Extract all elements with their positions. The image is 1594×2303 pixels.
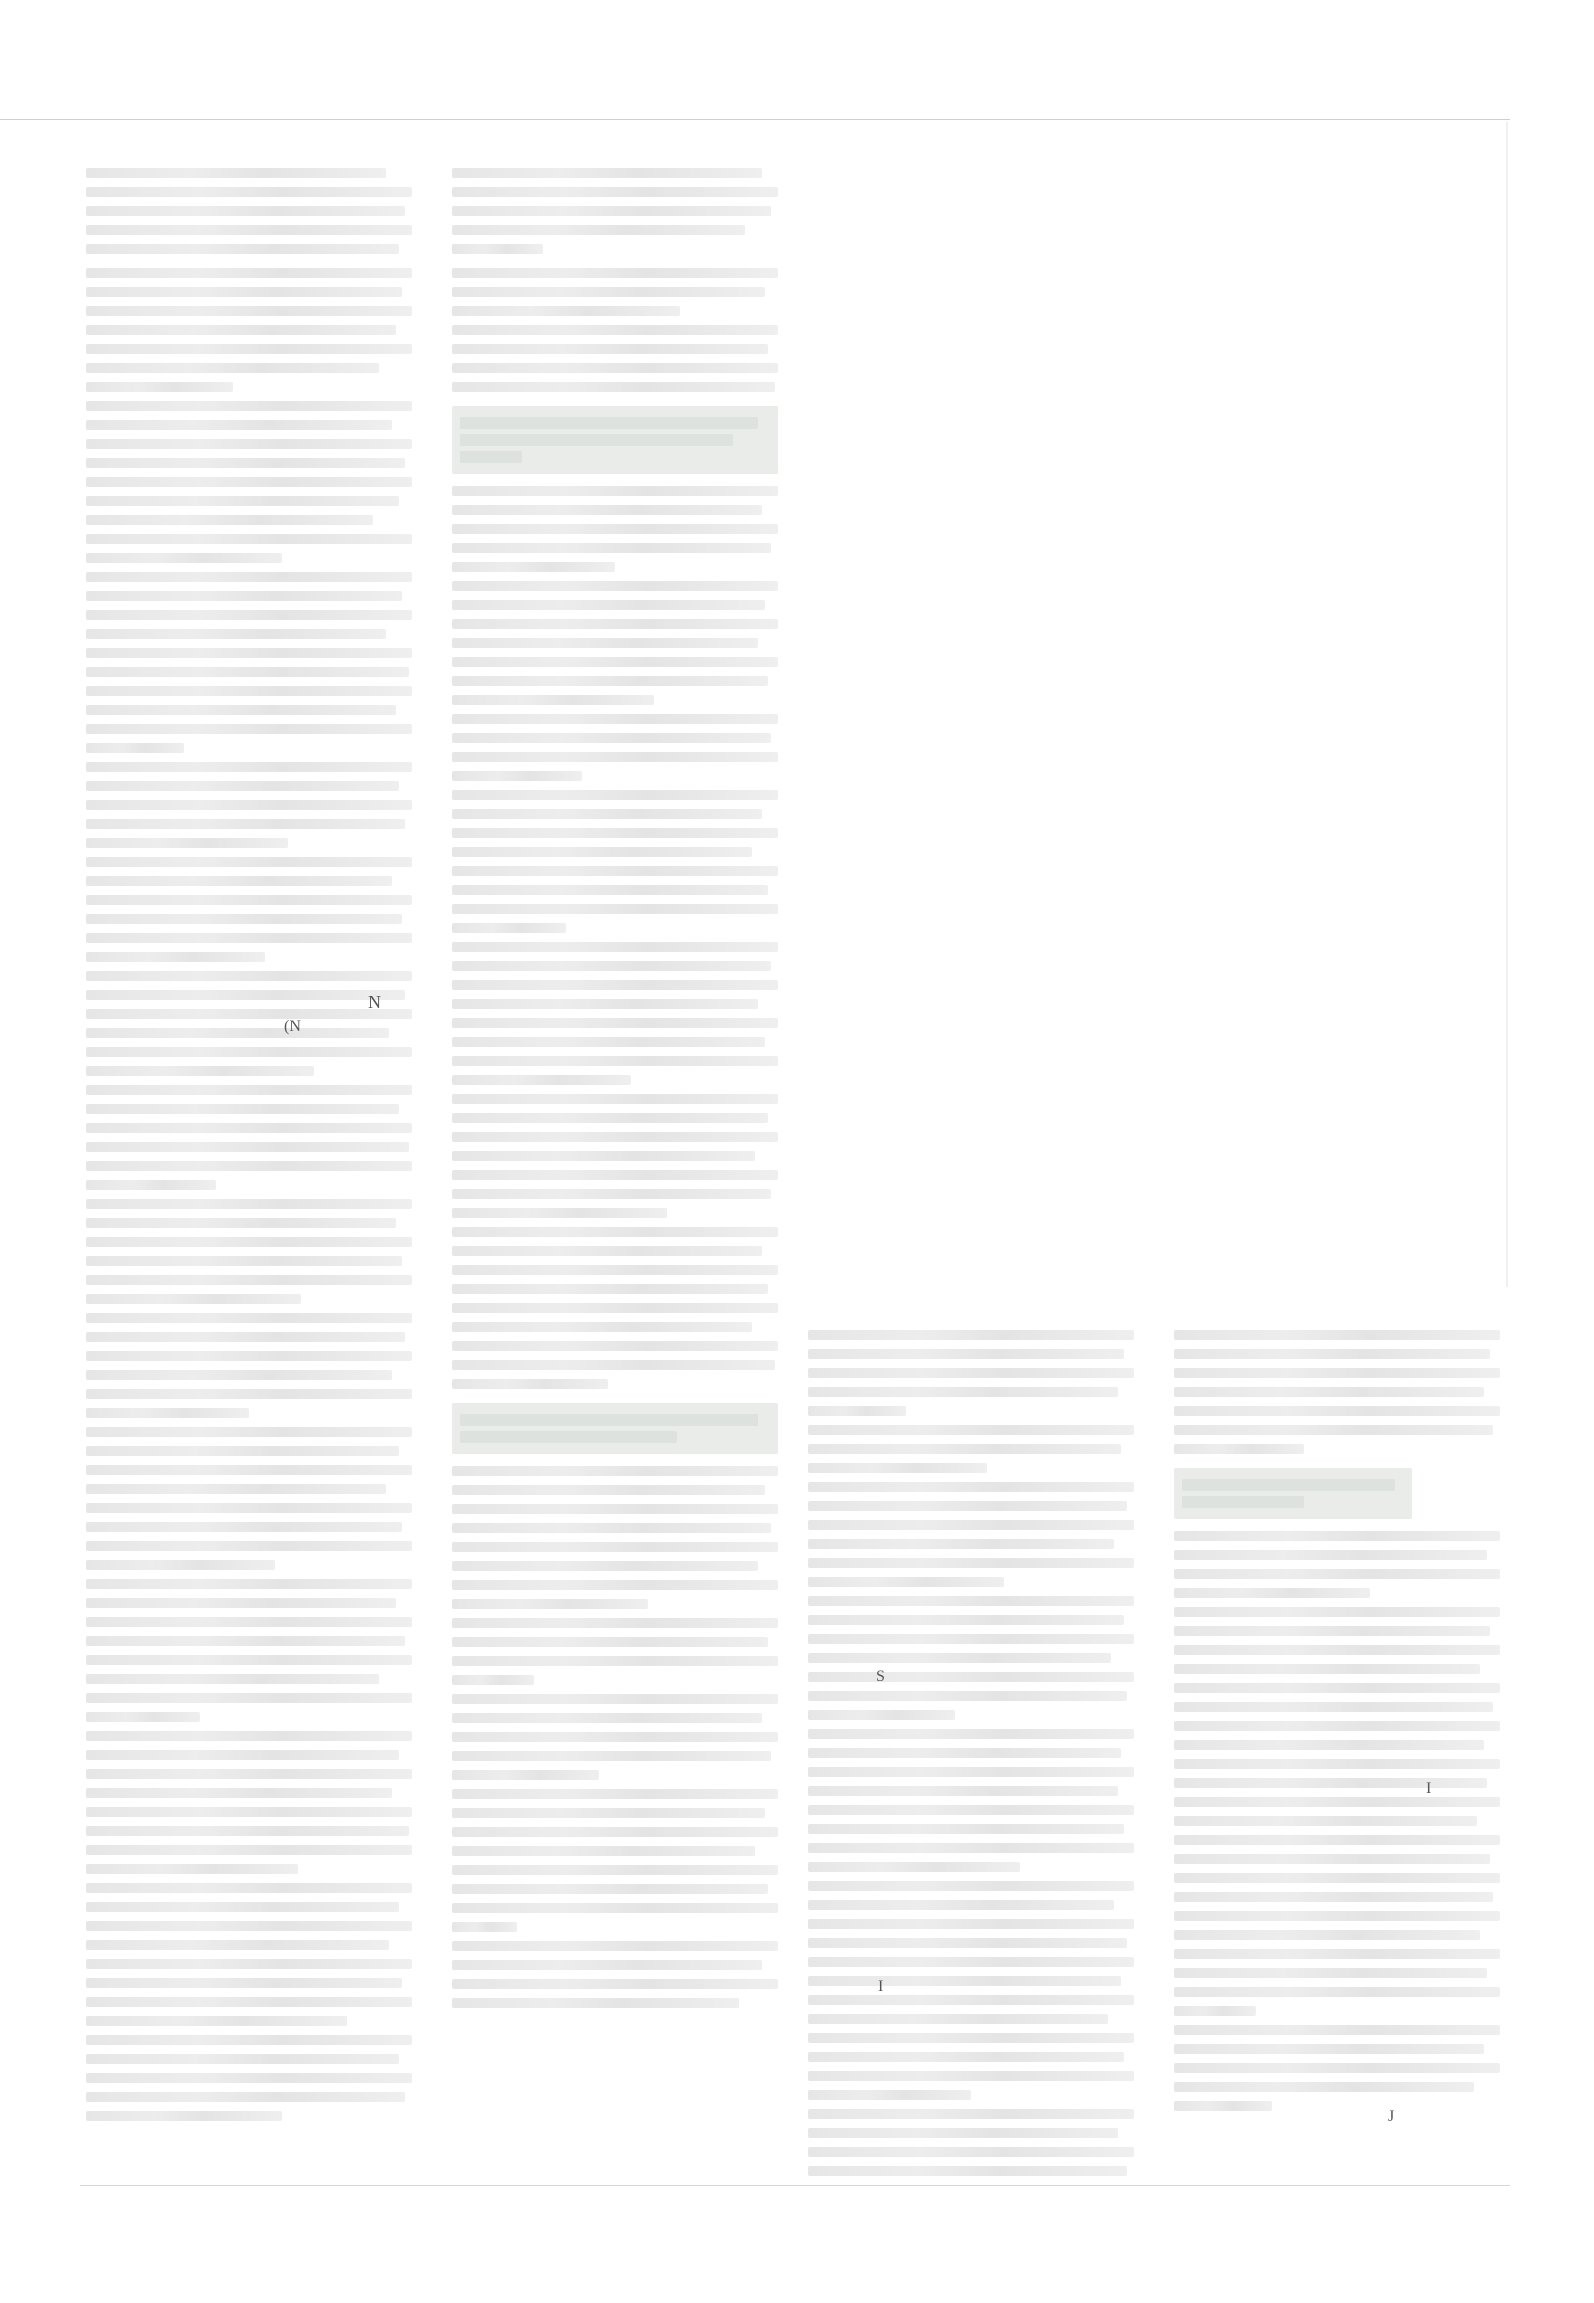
text-line bbox=[86, 2016, 347, 2026]
text-line bbox=[86, 800, 412, 810]
text-line bbox=[808, 2014, 1108, 2024]
text-line bbox=[452, 1132, 778, 1142]
text-line bbox=[808, 1824, 1124, 1834]
stray-mark: S bbox=[876, 1668, 885, 1685]
text-line bbox=[1174, 1550, 1487, 1560]
text-line bbox=[808, 1387, 1118, 1397]
text-line bbox=[86, 705, 396, 715]
text-line bbox=[1174, 2063, 1500, 2073]
text-line bbox=[86, 629, 386, 639]
text-line bbox=[86, 1180, 216, 1190]
text-line bbox=[452, 1341, 778, 1351]
text-line bbox=[1174, 1968, 1487, 1978]
text-line bbox=[452, 1056, 778, 1066]
text-line bbox=[86, 1237, 412, 1247]
text-line bbox=[1174, 1607, 1500, 1617]
text-line bbox=[86, 1332, 405, 1342]
text-line bbox=[86, 244, 399, 254]
text-line bbox=[86, 1636, 405, 1646]
text-line bbox=[86, 1123, 412, 1133]
text-line bbox=[86, 1047, 412, 1057]
text-line bbox=[86, 667, 409, 677]
text-line bbox=[86, 401, 412, 411]
text-line bbox=[86, 914, 402, 924]
text-line bbox=[86, 168, 386, 178]
text-line bbox=[452, 344, 768, 354]
text-line bbox=[452, 1485, 765, 1495]
text-line bbox=[86, 2073, 412, 2083]
text-line bbox=[86, 1161, 412, 1171]
section-heading bbox=[1174, 1468, 1412, 1519]
text-line bbox=[808, 1729, 1134, 1739]
text-line bbox=[452, 1675, 534, 1685]
figure-edge bbox=[1506, 122, 1508, 1287]
text-line bbox=[86, 1275, 412, 1285]
text-line bbox=[452, 847, 752, 857]
text-line bbox=[86, 1598, 396, 1608]
text-line bbox=[808, 1843, 1134, 1853]
text-line bbox=[1174, 2101, 1272, 2111]
text-line bbox=[86, 306, 412, 316]
text-line bbox=[452, 1732, 778, 1742]
text-line bbox=[452, 1379, 608, 1389]
text-line bbox=[1174, 1835, 1500, 1845]
section-heading bbox=[452, 406, 778, 474]
text-line bbox=[452, 1618, 778, 1628]
text-line bbox=[1174, 1368, 1500, 1378]
text-line bbox=[808, 1539, 1114, 1549]
text-line bbox=[86, 1142, 409, 1152]
text-line bbox=[1174, 1930, 1480, 1940]
text-line bbox=[452, 600, 765, 610]
text-line bbox=[452, 790, 778, 800]
text-line bbox=[808, 2071, 1134, 2081]
column-2 bbox=[452, 168, 778, 2017]
text-line bbox=[808, 1672, 1134, 1682]
text-line bbox=[808, 1596, 1134, 1606]
text-line bbox=[808, 1406, 906, 1416]
text-line bbox=[452, 1656, 778, 1666]
text-line bbox=[808, 1862, 1020, 1872]
text-line bbox=[452, 168, 762, 178]
text-line bbox=[452, 923, 566, 933]
text-line bbox=[86, 1921, 412, 1931]
text-line bbox=[808, 1501, 1127, 1511]
text-line bbox=[452, 1694, 778, 1704]
text-line bbox=[452, 657, 778, 667]
text-line bbox=[86, 1522, 402, 1532]
text-line bbox=[1174, 1816, 1477, 1826]
text-line bbox=[452, 524, 778, 534]
text-line bbox=[452, 828, 778, 838]
text-line bbox=[86, 1864, 298, 1874]
text-line bbox=[452, 1903, 778, 1913]
text-line bbox=[86, 1826, 409, 1836]
text-line bbox=[452, 1637, 768, 1647]
text-line bbox=[1174, 1721, 1500, 1731]
text-line bbox=[452, 1808, 765, 1818]
text-line bbox=[86, 363, 379, 373]
text-line bbox=[1174, 2025, 1500, 2035]
text-line bbox=[808, 1881, 1134, 1891]
text-line bbox=[452, 676, 768, 686]
text-line bbox=[86, 1693, 412, 1703]
text-line bbox=[86, 1674, 379, 1684]
text-line bbox=[86, 1769, 412, 1779]
text-line bbox=[86, 2035, 412, 2045]
stray-mark: I bbox=[878, 1978, 884, 1995]
text-line bbox=[86, 762, 412, 772]
text-line bbox=[1174, 1387, 1484, 1397]
text-line bbox=[808, 1653, 1111, 1663]
text-line bbox=[452, 325, 778, 335]
text-line bbox=[86, 1579, 412, 1589]
text-line bbox=[452, 1322, 752, 1332]
section-heading bbox=[452, 1403, 778, 1454]
text-line bbox=[86, 1446, 399, 1456]
text-line bbox=[808, 1577, 1004, 1587]
text-line bbox=[86, 819, 405, 829]
stray-mark: N bbox=[368, 992, 381, 1012]
text-line bbox=[452, 1037, 765, 1047]
text-line bbox=[452, 809, 762, 819]
text-line bbox=[452, 1303, 778, 1313]
text-line bbox=[808, 1691, 1127, 1701]
text-line bbox=[808, 1463, 987, 1473]
text-line bbox=[452, 187, 778, 197]
text-line bbox=[86, 572, 412, 582]
text-line bbox=[452, 714, 778, 724]
text-line bbox=[808, 1349, 1124, 1359]
text-line bbox=[86, 1712, 200, 1722]
text-line bbox=[86, 1465, 412, 1475]
text-line bbox=[86, 1484, 386, 1494]
text-line bbox=[1174, 1664, 1480, 1674]
text-line bbox=[86, 1009, 412, 1019]
text-line bbox=[86, 1902, 399, 1912]
text-line bbox=[86, 1617, 412, 1627]
text-line bbox=[808, 2033, 1134, 2043]
column-3 bbox=[808, 1330, 1134, 2185]
text-line bbox=[808, 1995, 1134, 2005]
text-line bbox=[452, 1189, 771, 1199]
text-line bbox=[808, 2090, 971, 2100]
text-line bbox=[452, 1227, 778, 1237]
text-line bbox=[452, 1770, 599, 1780]
text-line bbox=[1174, 1588, 1370, 1598]
text-line bbox=[86, 610, 412, 620]
text-line bbox=[86, 1978, 402, 1988]
text-line bbox=[452, 638, 758, 648]
text-line bbox=[86, 1541, 412, 1551]
text-line bbox=[808, 1748, 1121, 1758]
text-line bbox=[452, 244, 543, 254]
text-line bbox=[1174, 1425, 1493, 1435]
text-line bbox=[808, 1634, 1134, 1644]
text-line bbox=[452, 961, 771, 971]
text-line bbox=[808, 1976, 1121, 1986]
text-line bbox=[86, 648, 412, 658]
text-line bbox=[86, 1997, 412, 2007]
text-line bbox=[86, 344, 412, 354]
text-line bbox=[86, 382, 233, 392]
text-line bbox=[86, 1389, 412, 1399]
text-line bbox=[808, 1330, 1134, 1340]
text-line bbox=[452, 1523, 771, 1533]
text-line bbox=[808, 1710, 955, 1720]
text-line bbox=[86, 838, 288, 848]
text-line bbox=[86, 268, 412, 278]
text-line bbox=[86, 1655, 412, 1665]
text-line bbox=[452, 1113, 768, 1123]
text-line bbox=[1174, 1626, 1490, 1636]
text-line bbox=[452, 1170, 778, 1180]
text-line bbox=[86, 1408, 249, 1418]
text-line bbox=[1174, 1759, 1500, 1769]
text-line bbox=[452, 1941, 778, 1951]
text-line bbox=[808, 1919, 1134, 1929]
text-line bbox=[86, 187, 412, 197]
text-line bbox=[1174, 1444, 1304, 1454]
text-line bbox=[86, 781, 399, 791]
text-line bbox=[452, 1713, 762, 1723]
text-line bbox=[808, 1786, 1118, 1796]
text-line bbox=[452, 562, 615, 572]
text-line bbox=[452, 1580, 778, 1590]
text-line bbox=[452, 1542, 778, 1552]
text-line bbox=[1174, 2006, 1256, 2016]
text-line bbox=[808, 1520, 1134, 1530]
text-line bbox=[86, 724, 412, 734]
text-line bbox=[452, 1751, 771, 1761]
text-line bbox=[1174, 1892, 1493, 1902]
text-line bbox=[808, 2109, 1134, 2119]
text-line bbox=[86, 2054, 399, 2064]
text-line bbox=[452, 1504, 778, 1514]
text-line bbox=[86, 686, 412, 696]
text-line bbox=[452, 1151, 755, 1161]
text-line bbox=[452, 543, 771, 553]
text-line bbox=[86, 876, 392, 886]
text-line bbox=[86, 1788, 392, 1798]
text-line bbox=[86, 1427, 412, 1437]
text-line bbox=[86, 1503, 412, 1513]
text-line bbox=[86, 933, 412, 943]
text-line bbox=[808, 1900, 1114, 1910]
text-line bbox=[1174, 1531, 1500, 1541]
text-line bbox=[86, 952, 265, 962]
text-line bbox=[86, 1218, 396, 1228]
text-line bbox=[452, 1561, 758, 1571]
text-line bbox=[452, 1075, 631, 1085]
text-line bbox=[452, 1846, 755, 1856]
text-line bbox=[86, 1959, 412, 1969]
text-line bbox=[452, 1998, 739, 2008]
text-line bbox=[808, 1767, 1134, 1777]
text-line bbox=[1174, 1987, 1500, 1997]
text-line bbox=[86, 743, 184, 753]
text-line bbox=[86, 971, 412, 981]
text-line bbox=[86, 990, 405, 1000]
text-line bbox=[808, 1938, 1127, 1948]
text-line bbox=[452, 942, 778, 952]
text-line bbox=[86, 534, 412, 544]
text-line bbox=[452, 1265, 778, 1275]
stray-mark: J bbox=[1388, 2108, 1395, 2125]
text-line bbox=[1174, 1702, 1493, 1712]
text-line bbox=[452, 1094, 778, 1104]
text-line bbox=[86, 857, 412, 867]
text-line bbox=[86, 895, 412, 905]
bottom-rule bbox=[80, 2185, 1510, 2186]
text-line bbox=[452, 1284, 768, 1294]
text-line bbox=[1174, 2044, 1484, 2054]
text-line bbox=[452, 1208, 667, 1218]
text-line bbox=[1174, 1873, 1500, 1883]
text-line bbox=[452, 980, 778, 990]
text-line bbox=[808, 2166, 1127, 2176]
text-line bbox=[86, 1351, 412, 1361]
text-line bbox=[452, 363, 778, 373]
text-line bbox=[452, 1789, 778, 1799]
text-line bbox=[452, 752, 778, 762]
text-line bbox=[452, 1960, 762, 1970]
text-line bbox=[86, 420, 392, 430]
text-line bbox=[808, 1957, 1134, 1967]
text-line bbox=[86, 1294, 301, 1304]
text-line bbox=[452, 206, 771, 216]
text-line bbox=[452, 866, 778, 876]
text-line bbox=[86, 477, 412, 487]
text-line bbox=[86, 1066, 314, 1076]
text-line bbox=[86, 1370, 392, 1380]
text-line bbox=[808, 1615, 1124, 1625]
text-line bbox=[452, 733, 771, 743]
text-line bbox=[452, 904, 778, 914]
text-line bbox=[86, 2111, 282, 2121]
text-line bbox=[452, 885, 768, 895]
text-line bbox=[808, 2147, 1134, 2157]
text-line bbox=[808, 1482, 1134, 1492]
text-line bbox=[1174, 1406, 1500, 1416]
text-line bbox=[452, 1922, 517, 1932]
text-line bbox=[452, 225, 745, 235]
text-line bbox=[86, 1028, 389, 1038]
text-line bbox=[452, 619, 778, 629]
text-line bbox=[86, 515, 373, 525]
text-line bbox=[86, 496, 399, 506]
text-line bbox=[1174, 1854, 1490, 1864]
text-line bbox=[86, 458, 405, 468]
text-line bbox=[86, 225, 412, 235]
text-line bbox=[86, 1750, 399, 1760]
text-line bbox=[452, 999, 758, 1009]
text-line bbox=[452, 486, 778, 496]
text-line bbox=[86, 1883, 412, 1893]
text-line bbox=[1174, 1683, 1500, 1693]
text-line bbox=[452, 1599, 648, 1609]
text-line bbox=[86, 1199, 412, 1209]
text-line bbox=[86, 287, 402, 297]
text-line bbox=[86, 1313, 412, 1323]
text-line bbox=[808, 1425, 1134, 1435]
top-rule bbox=[0, 119, 1510, 120]
text-line bbox=[1174, 1349, 1490, 1359]
text-line bbox=[86, 1845, 412, 1855]
text-line bbox=[86, 1104, 399, 1114]
text-line bbox=[452, 1827, 778, 1837]
text-line bbox=[452, 1466, 778, 1476]
text-line bbox=[1174, 1778, 1487, 1788]
text-line bbox=[808, 2128, 1118, 2138]
stray-mark: (N bbox=[284, 1018, 301, 1035]
text-line bbox=[808, 1444, 1121, 1454]
text-line bbox=[1174, 1949, 1500, 1959]
column-4 bbox=[1174, 1330, 1500, 2120]
text-line bbox=[452, 1865, 778, 1875]
text-line bbox=[86, 1085, 412, 1095]
text-line bbox=[452, 306, 680, 316]
text-line bbox=[1174, 1797, 1500, 1807]
text-line bbox=[808, 2052, 1124, 2062]
text-line bbox=[1174, 2082, 1474, 2092]
text-line bbox=[86, 553, 282, 563]
text-line bbox=[86, 439, 412, 449]
text-line bbox=[808, 1558, 1134, 1568]
text-line bbox=[86, 1560, 275, 1570]
text-line bbox=[1174, 1569, 1500, 1579]
text-line bbox=[86, 325, 396, 335]
text-line bbox=[1174, 1330, 1500, 1340]
text-line bbox=[452, 1018, 778, 1028]
text-line bbox=[1174, 1645, 1500, 1655]
text-line bbox=[452, 771, 582, 781]
text-line bbox=[452, 581, 778, 591]
text-line bbox=[86, 1731, 412, 1741]
text-line bbox=[452, 695, 654, 705]
text-line bbox=[86, 1940, 389, 1950]
text-line bbox=[452, 1979, 778, 1989]
text-line bbox=[452, 268, 778, 278]
text-line bbox=[1174, 1911, 1500, 1921]
text-line bbox=[452, 1884, 768, 1894]
text-line bbox=[86, 1256, 402, 1266]
figure-placeholder bbox=[790, 122, 1510, 1287]
text-line bbox=[452, 505, 762, 515]
text-line bbox=[808, 1805, 1134, 1815]
text-line bbox=[808, 1368, 1134, 1378]
text-line bbox=[86, 2092, 405, 2102]
text-line bbox=[452, 382, 775, 392]
text-line bbox=[86, 206, 405, 216]
text-line bbox=[86, 1807, 412, 1817]
text-line bbox=[452, 1246, 762, 1256]
column-1 bbox=[86, 168, 412, 2130]
text-line bbox=[86, 591, 402, 601]
text-line bbox=[452, 1360, 775, 1370]
text-line bbox=[1174, 1740, 1484, 1750]
stray-mark: I bbox=[1426, 1780, 1432, 1797]
text-line bbox=[452, 287, 765, 297]
